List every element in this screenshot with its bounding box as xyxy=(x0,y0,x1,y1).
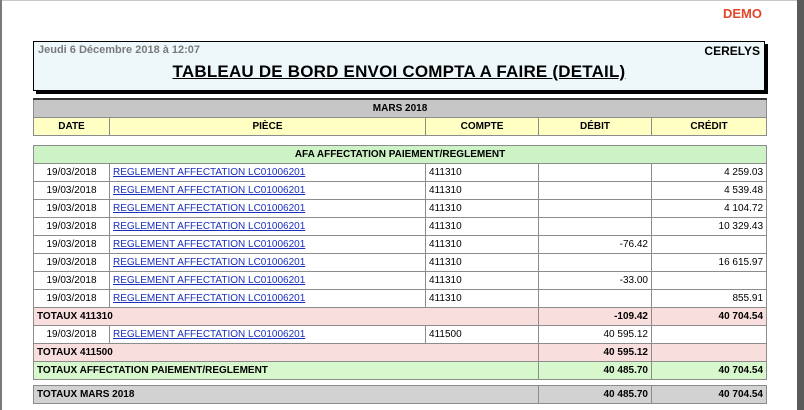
row-compte: 411310 xyxy=(426,254,539,272)
row-credit: 4 539.48 xyxy=(652,182,767,200)
row-date: 19/03/2018 xyxy=(34,164,110,182)
row-credit xyxy=(652,236,767,254)
row-compte: 411310 xyxy=(426,236,539,254)
row-date: 19/03/2018 xyxy=(34,272,110,290)
row-date: 19/03/2018 xyxy=(34,290,110,308)
column-header-piece: PIÈCE xyxy=(110,118,426,136)
window-left-edge xyxy=(0,0,2,410)
row-credit: 855.91 xyxy=(652,290,767,308)
row-credit xyxy=(652,272,767,290)
table-row xyxy=(34,164,767,182)
column-header-debit: DÉBIT xyxy=(539,118,652,136)
column-header-date: DATE xyxy=(34,118,110,136)
table-row xyxy=(34,236,767,254)
row-credit: 4 104.72 xyxy=(652,200,767,218)
month-total-debit: 40 485.70 xyxy=(539,386,652,404)
column-header-compte: COMPTE xyxy=(426,118,539,136)
row-compte: 411310 xyxy=(426,290,539,308)
row-date: 19/03/2018 xyxy=(34,236,110,254)
company-name: CERELYS xyxy=(704,44,760,58)
piece-link[interactable]: REGLEMENT AFFECTATION LC01006201 xyxy=(113,203,306,214)
window-top-edge xyxy=(0,0,804,1)
report-date: Jeudi 6 Décembre 2018 à 12:07 xyxy=(38,44,201,56)
row-credit: 10 329.43 xyxy=(652,218,767,236)
row-debit xyxy=(539,200,652,218)
row-compte: 411310 xyxy=(426,182,539,200)
column-header-row xyxy=(34,118,767,136)
group-total-label: TOTAUX AFFECTATION PAIEMENT/REGLEMENT xyxy=(34,362,539,380)
row-debit xyxy=(539,182,652,200)
piece-link[interactable]: REGLEMENT AFFECTATION LC01006201 xyxy=(113,275,306,286)
row-debit: -76.42 xyxy=(539,236,652,254)
group-total-debit: 40 485.70 xyxy=(539,362,652,380)
row-date: 19/03/2018 xyxy=(34,182,110,200)
row-date: 19/03/2018 xyxy=(34,218,110,236)
group-total-row xyxy=(34,362,767,380)
table-row xyxy=(34,182,767,200)
row-debit xyxy=(539,254,652,272)
month-total-label: TOTAUX MARS 2018 xyxy=(34,386,539,404)
month-row xyxy=(34,99,767,118)
table-row xyxy=(34,254,767,272)
piece-link[interactable]: REGLEMENT AFFECTATION LC01006201 xyxy=(113,293,306,304)
month-total-credit: 40 704.54 xyxy=(652,386,767,404)
table-row xyxy=(34,326,767,344)
row-compte: 411310 xyxy=(426,164,539,182)
month-total-row xyxy=(34,386,767,404)
table-row xyxy=(34,290,767,308)
row-debit: 40 595.12 xyxy=(539,326,652,344)
table-row xyxy=(34,272,767,290)
row-compte: 411500 xyxy=(426,326,539,344)
month-header-table xyxy=(33,98,767,136)
row-date: 19/03/2018 xyxy=(34,200,110,218)
row-compte: 411310 xyxy=(426,218,539,236)
report-header xyxy=(33,41,765,91)
report-title: TABLEAU DE BORD ENVOI COMPTA A FAIRE (DETAIL) xyxy=(172,62,626,81)
group-header-row xyxy=(34,146,767,164)
table-row xyxy=(34,218,767,236)
account-total-label: TOTAUX 411310 xyxy=(34,308,539,326)
month-total-table xyxy=(33,385,767,404)
row-debit: -33.00 xyxy=(539,272,652,290)
month-label: MARS 2018 xyxy=(34,99,767,118)
piece-link[interactable]: REGLEMENT AFFECTATION LC01006201 xyxy=(113,239,306,250)
piece-link[interactable]: REGLEMENT AFFECTATION LC01006201 xyxy=(113,167,306,178)
account-total-row xyxy=(34,308,767,326)
account-total-debit: 40 595.12 xyxy=(539,344,652,362)
account-total-debit: -109.42 xyxy=(539,308,652,326)
group-label: AFA AFFECTATION PAIEMENT/REGLEMENT xyxy=(34,146,767,164)
journal-table xyxy=(33,145,767,380)
piece-link[interactable]: REGLEMENT AFFECTATION LC01006201 xyxy=(113,185,306,196)
row-date: 19/03/2018 xyxy=(34,254,110,272)
row-date: 19/03/2018 xyxy=(34,326,110,344)
row-credit: 16 615.97 xyxy=(652,254,767,272)
row-credit xyxy=(652,326,767,344)
account-total-credit xyxy=(652,344,767,362)
column-header-credit: CRÉDIT xyxy=(652,118,767,136)
account-total-credit: 40 704.54 xyxy=(652,308,767,326)
row-compte: 411310 xyxy=(426,272,539,290)
account-total-label: TOTAUX 411500 xyxy=(34,344,539,362)
table-row xyxy=(34,200,767,218)
piece-link[interactable]: REGLEMENT AFFECTATION LC01006201 xyxy=(113,329,306,340)
piece-link[interactable]: REGLEMENT AFFECTATION LC01006201 xyxy=(113,257,306,268)
row-debit xyxy=(539,290,652,308)
demo-label: DEMO xyxy=(723,6,762,21)
row-debit xyxy=(539,164,652,182)
row-credit: 4 259.03 xyxy=(652,164,767,182)
window-right-edge xyxy=(797,0,804,410)
row-debit xyxy=(539,218,652,236)
piece-link[interactable]: REGLEMENT AFFECTATION LC01006201 xyxy=(113,221,306,232)
account-total-row xyxy=(34,344,767,362)
group-total-credit: 40 704.54 xyxy=(652,362,767,380)
row-compte: 411310 xyxy=(426,200,539,218)
